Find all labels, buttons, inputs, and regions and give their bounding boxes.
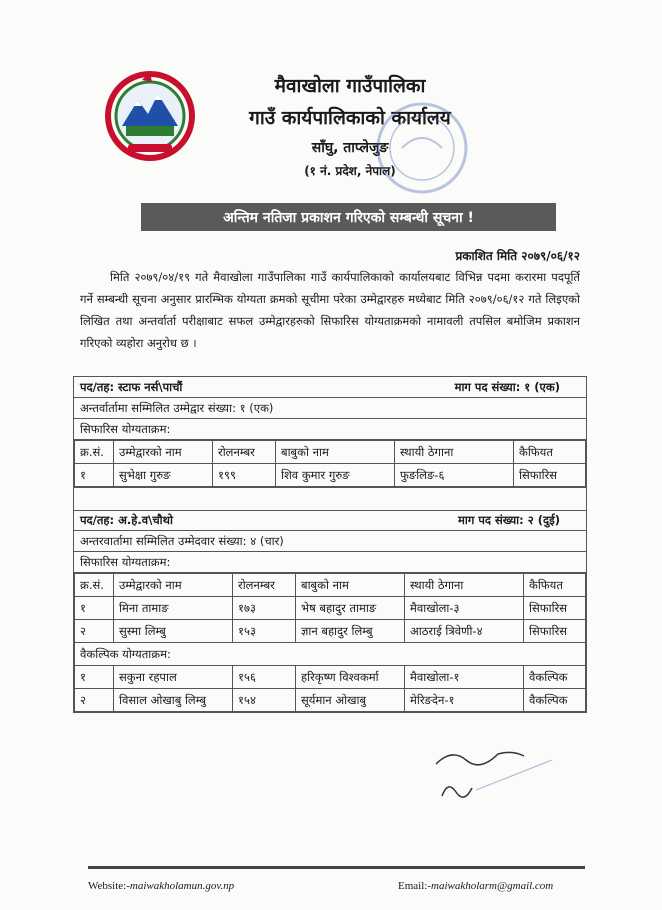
office-stamp-icon xyxy=(372,98,472,198)
cell-roll: १५४ xyxy=(233,689,296,712)
cell-father: सूर्यमान ओखाबु xyxy=(296,689,405,712)
cell-roll: १५६ xyxy=(233,666,296,689)
cell-remark: वैकल्पिक xyxy=(524,666,586,689)
table-row xyxy=(75,620,586,643)
notice-title-banner xyxy=(141,203,556,231)
table-row xyxy=(75,666,586,689)
cell-remark: सिफारिस xyxy=(524,620,586,643)
cell-remark: सिफारिस xyxy=(524,597,586,620)
footer-email xyxy=(398,880,553,892)
cell-serial: १ xyxy=(75,464,114,487)
interview-count-row xyxy=(74,531,586,552)
cell-address: मैवाखोला-३ xyxy=(405,597,524,620)
cell-name: सुभेक्षा गुरुङ xyxy=(114,464,213,487)
website-link[interactable]: maiwakholamun.gov.np xyxy=(129,880,235,892)
candidate-table xyxy=(74,573,586,712)
alternate-label-row xyxy=(75,643,586,666)
table-row xyxy=(75,464,586,487)
cell-roll: १५३ xyxy=(233,620,296,643)
recommend-label-row xyxy=(74,552,586,573)
cell-serial: १ xyxy=(75,666,114,689)
cell-serial: २ xyxy=(75,689,114,712)
cell-address: मेरिङदेन-१ xyxy=(405,689,524,712)
email-link[interactable]: maiwakholarm@gmail.com xyxy=(431,880,554,892)
cell-remark: वैकल्पिक xyxy=(524,689,586,712)
published-date: प्रकाशित मिति २०७९/०६/१२ xyxy=(455,249,580,263)
cell-address: आठराई त्रिवेणी-४ xyxy=(405,620,524,643)
cell-name: मिना तामाङ xyxy=(114,597,233,620)
col-header: कैफियत xyxy=(524,574,586,597)
col-header: उम्मेद्वारको नाम xyxy=(114,574,233,597)
recommend-label: सिफारिस योग्यताक्रम: xyxy=(80,421,171,436)
col-header: उम्मेद्वारको नाम xyxy=(114,441,213,464)
province-line: (१ नं. प्रदेश, नेपाल) xyxy=(304,164,396,178)
col-header: रोलनम्बर xyxy=(233,574,296,597)
nepal-emblem-icon xyxy=(104,70,196,162)
cell-name: सकुना रहपाल xyxy=(114,666,233,689)
post-row xyxy=(74,377,586,398)
col-header: क्र.सं. xyxy=(75,574,114,597)
interview-count: अन्तरवार्तामा सम्मिलित उम्मेदवार संख्या: ४ (चार) xyxy=(80,533,284,548)
office-name: गाउँ कार्यपालिकाको कार्यालय xyxy=(249,107,451,129)
cell-father: शिव कुमार गुरुङ xyxy=(276,464,395,487)
cell-serial: २ xyxy=(75,620,114,643)
col-header: बाबुको नाम xyxy=(296,574,405,597)
section-ahw xyxy=(73,510,587,713)
table-row xyxy=(75,689,586,712)
candidate-table xyxy=(74,440,586,487)
org-name: मैवाखोला गाउँपालिका xyxy=(274,75,426,97)
col-header: कैफियत xyxy=(514,441,586,464)
post-label: पद/तह: अ.हे.व\चौथो xyxy=(80,512,173,527)
cell-remark: सिफारिस xyxy=(514,464,586,487)
demand-count: माग पद संख्या: १ (एक) xyxy=(454,379,560,394)
col-header: स्थायी ठेगाना xyxy=(395,441,514,464)
website-label: Website:- xyxy=(88,880,130,892)
footer-rule xyxy=(88,866,585,869)
signature-icon xyxy=(432,730,572,810)
cell-name: सुस्मा लिम्बु xyxy=(114,620,233,643)
section-spacer xyxy=(73,486,587,511)
cell-father: हरिकृष्ण विश्वकर्मा xyxy=(296,666,405,689)
alternate-label: वैकल्पिक योग्यताक्रम: xyxy=(75,643,586,666)
demand-count: माग पद संख्या: २ (दुई) xyxy=(458,512,560,527)
office-address: साँघु, ताप्लेजुङ xyxy=(311,140,389,156)
email-label: Email:- xyxy=(398,880,431,892)
col-header: बाबुको नाम xyxy=(276,441,395,464)
post-label: पद/तह: स्टाफ नर्स\पाचौं xyxy=(80,379,183,394)
notice-title: अन्तिम नतिजा प्रकाशन गरिएको सम्बन्धी सूचना ! xyxy=(223,209,474,226)
section-staff-nurse xyxy=(73,376,587,488)
cell-father: भेष बहादुर तामाङ xyxy=(296,597,405,620)
table-header-row xyxy=(75,441,586,464)
cell-address: मैवाखोला-१ xyxy=(405,666,524,689)
notice-body: मिति २०७९/०४/१९ गते मैवाखोला गाउँपालिका गाउँ कार्यपालिकाको कार्यालयबाट विभिन्न पदमा करारमा पदपूर्ति गर्ने सम्बन्धी सूचना अनुसार प्रारम्भिक योग्यता क्रमको सूचीमा परेका उम्मेद्वारहरु मध्येबाट मिति २०७९/०६/१२ गते लिइएको लिखित तथा अन्तर्वार्ता परीक्षाबाट सफल उम्मेद्वारहरुको सिफारिस योग्यताक्रमको नामावली तपसिल बमोजिम प्रकाशन गरिएको व्यहोरा अनुरोध छ । xyxy=(80,270,580,350)
recommend-label-row xyxy=(74,419,586,440)
recommend-label: सिफारिस योग्यताक्रम: xyxy=(80,554,171,569)
col-header: रोलनम्बर xyxy=(213,441,276,464)
interview-count: अन्तर्वार्तामा सम्मिलित उम्मेद्वार संख्या: १ (एक) xyxy=(80,400,274,415)
interview-count-row xyxy=(74,398,586,419)
post-row xyxy=(74,510,586,531)
cell-roll: १७३ xyxy=(233,597,296,620)
col-header: स्थायी ठेगाना xyxy=(405,574,524,597)
table-row xyxy=(75,597,586,620)
table-header-row xyxy=(75,574,586,597)
cell-name: विसाल ओखाबु लिम्बु xyxy=(114,689,233,712)
footer-website xyxy=(88,880,234,892)
col-header: क्र.सं. xyxy=(75,441,114,464)
cell-serial: १ xyxy=(75,597,114,620)
cell-father: ज्ञान बहादुर लिम्बु xyxy=(296,620,405,643)
cell-roll: १९९ xyxy=(213,464,276,487)
cell-address: फुङलिङ-६ xyxy=(395,464,514,487)
